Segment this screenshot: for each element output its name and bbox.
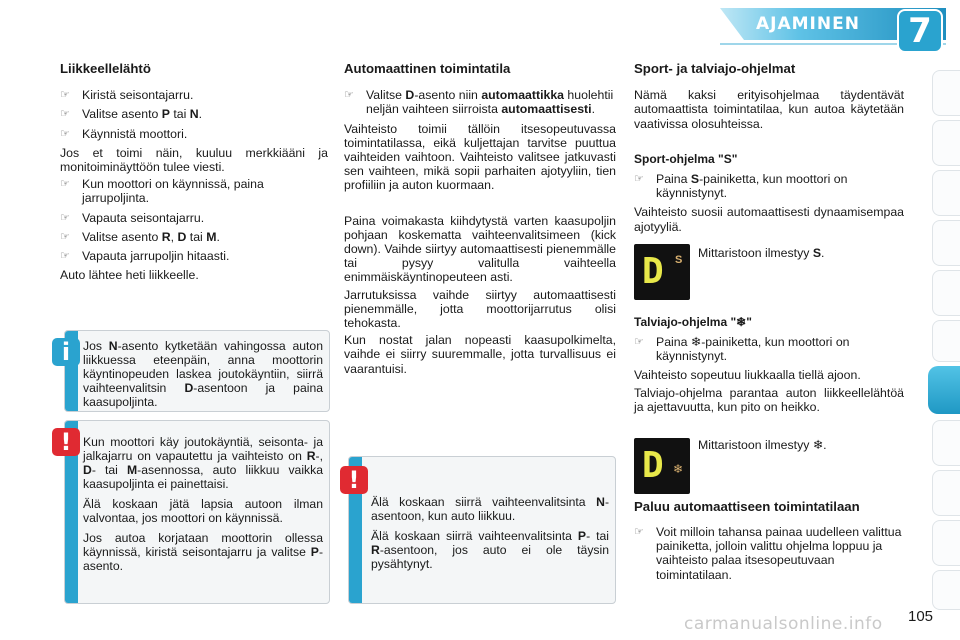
dashboard-winter-display — [634, 438, 690, 494]
step-item: ☞ Valitse asento P tai N. — [60, 107, 203, 122]
warning-notice — [348, 456, 616, 604]
pointer-icon: ☞ — [344, 89, 354, 102]
step-item: ☞ Käynnistä moottori. — [60, 126, 188, 141]
pointer-icon: ☞ — [634, 526, 644, 539]
warning-notice-text: Älä koskaan siirrä vaihteenvalitsinta N-asentoon, kun auto liikkuu. Älä koskaan siirrä vaihteenvalitsinta P- tai R-asentoon, jos auto ei ole täysin pysähtynyt. — [371, 495, 609, 571]
sport-caption: Mittaristoon ilmestyy S. — [698, 246, 825, 260]
chapter-tab[interactable] — [932, 120, 960, 166]
step-item: ☞ Vapauta jarrupoljin hitaasti. — [60, 249, 230, 264]
warning-icon: ! — [52, 428, 80, 456]
section-title: AJAMINEN — [756, 14, 860, 34]
column-start-off — [60, 62, 328, 285]
warning-icon: ! — [340, 466, 368, 494]
snowflake-icon: ❄ — [673, 462, 684, 476]
step-item: ☞ Kiristä seisontajarru. — [60, 88, 194, 103]
info-notice — [64, 330, 330, 412]
paragraph: Kun nostat jalan nopeasti kaasupolkimelta, vaihde ei siirry suuremmalle, jotta turvallisuus ei vaarantuisi. — [344, 333, 616, 376]
paragraph: Paina voimakasta kiihdytystä varten kaasupoljin pohjaan koskematta vaihteenvalitsimeen (kick down). Vaihde siirtyy automaattisesti pienemmälle tai pysyy valitulla vaihteella enimmäiskäyntinopeuteen asti. — [344, 213, 616, 285]
heading-sport-winter: Sport- ja talviajo-ohjelmat — [634, 61, 796, 76]
paragraph: Vaihteisto suosii automaattisesti dynaamisempaa ajotyyliä. — [634, 205, 904, 234]
pointer-icon: ☞ — [60, 211, 70, 224]
step-item: ☞ Kun moottori on käynnissä, paina jarrupoljinta. — [60, 177, 264, 206]
heading-automatic-mode: Automaattinen toimintatila — [344, 61, 511, 76]
sport-indicator: S — [675, 254, 683, 266]
gear-indicator: D — [642, 445, 664, 486]
warning-notice — [64, 420, 330, 604]
heading-start-off: Liikkeellelähtö — [60, 61, 151, 76]
chapter-tab[interactable] — [932, 320, 960, 362]
winter-caption: Mittaristoon ilmestyy ❄. — [698, 438, 827, 452]
dashboard-sport-display — [634, 244, 690, 300]
watermark: carmanualsonline.info — [684, 614, 883, 634]
paragraph: Jarrutuksissa vaihde siirtyy automaattisesti pienemmälle, jotta moottorijarrutus olisi tehokasta. — [344, 287, 616, 331]
snowflake-icon: ❄ — [690, 335, 702, 350]
chapter-tab[interactable] — [932, 70, 960, 116]
step-item: ☞ Valitse D-asento niin automaattikka huolehtii neljän vaihteen siirroista automaattisesti. — [344, 88, 614, 117]
step-item: ☞ Valitse asento R, D tai M. — [60, 229, 220, 244]
chapter-tab[interactable] — [932, 220, 960, 266]
paragraph: Talviajo-ohjelma parantaa auton liikkeellelähtöä ja ajettavuutta, kun pito on heikko. — [634, 385, 904, 414]
info-icon: i — [52, 338, 80, 366]
gear-indicator: D — [642, 251, 664, 292]
chapter-tab[interactable] — [932, 270, 960, 316]
pointer-icon: ☞ — [60, 89, 70, 102]
chapter-tab-active[interactable] — [928, 366, 960, 414]
pointer-icon: ☞ — [634, 336, 644, 349]
snowflake-icon: ❄ — [736, 314, 747, 329]
outcome-text: Auto lähtee heti liikkeelle. — [60, 268, 199, 283]
note-text: Jos et toimi näin, kuuluu merkkiääni ja monitoiminäyttöön tulee viesti. — [60, 145, 328, 175]
chapter-tab[interactable] — [932, 520, 960, 566]
pointer-icon: ☞ — [60, 178, 70, 191]
page-number: 105 — [908, 608, 934, 625]
chapter-tab[interactable] — [932, 170, 960, 216]
step-item: ☞ Paina S-painiketta, kun moottori on käynnistynyt. — [634, 172, 848, 201]
warning-notice-text: Kun moottori käy joutokäyntiä, seisonta- ja jalkajarru on vapautettu ja vaihteisto on R-, D- tai M-asennossa, auto liikkuu vaikka kaasupoljinta ei painettaisi. Älä koskaan jätä lapsia autoon ilman valvontaa, jos moottori on käynnissä. Jos autoa korjataan moottorin ollessa käynnissä, kiristä seisontajarru ja valitse P-asento. — [83, 435, 324, 573]
pointer-icon: ☞ — [60, 108, 70, 121]
paragraph: Vaihteisto sopeutuu liukkaalla tiellä ajoon. — [634, 368, 861, 383]
step-item: ☞ Voit milloin tahansa painaa uudelleen valittua painiketta, jolloin valittu ohjelma loppuu ja vaihteisto palaa itsesopeutuvaan toimintatilaan. — [634, 525, 902, 582]
intro-text: Nämä kaksi erityisohjelmaa täydentävät automaattista toimintatilaa, kun autoa käytetään vaativissa olosuhteissa. — [634, 88, 904, 131]
pointer-icon: ☞ — [60, 127, 70, 140]
heading-winter-program: Talviajo-ohjelma "❄" — [634, 314, 752, 329]
step-item: ☞ Vapauta seisontajarru. — [60, 210, 205, 225]
chapter-tab[interactable] — [932, 570, 960, 610]
pointer-icon: ☞ — [634, 173, 644, 186]
pointer-icon: ☞ — [60, 230, 70, 243]
heading-return-automatic: Paluu automaattiseen toimintatilaan — [634, 499, 860, 515]
column-sport-winter — [634, 62, 904, 587]
pointer-icon: ☞ — [60, 250, 70, 263]
step-item: ☞ Paina ❄-painiketta, kun moottori on käynnistynyt. — [634, 335, 850, 364]
chapter-tab[interactable] — [932, 420, 960, 466]
heading-sport-program: Sport-ohjelma "S" — [634, 151, 738, 166]
snowflake-icon: ❄ — [812, 438, 824, 452]
paragraph: Vaihteisto toimii tällöin itsesopeutuvassa toimintatilassa, eikä kuljettajan tarvitse puuttua vaihteiden vaihtoon. Vaihteisto valitsee jatkuvasti sen vaihteen, mikä sopii parhaiten ajotyyliin, tien profiiliin ja auton kuormaan. — [344, 121, 616, 193]
chapter-number: 7 — [908, 11, 932, 51]
chapter-tab[interactable] — [932, 470, 960, 516]
info-notice-text: Jos N-asento kytketään vahingossa auton liikkuessa eteenpäin, anna moottorin käyntinopeuden laskea joutokäyntiin, siirrä vaihteenvalitsin D-asentoon ja paina kaasupoljinta. — [83, 339, 323, 409]
column-automatic-mode — [344, 62, 616, 379]
